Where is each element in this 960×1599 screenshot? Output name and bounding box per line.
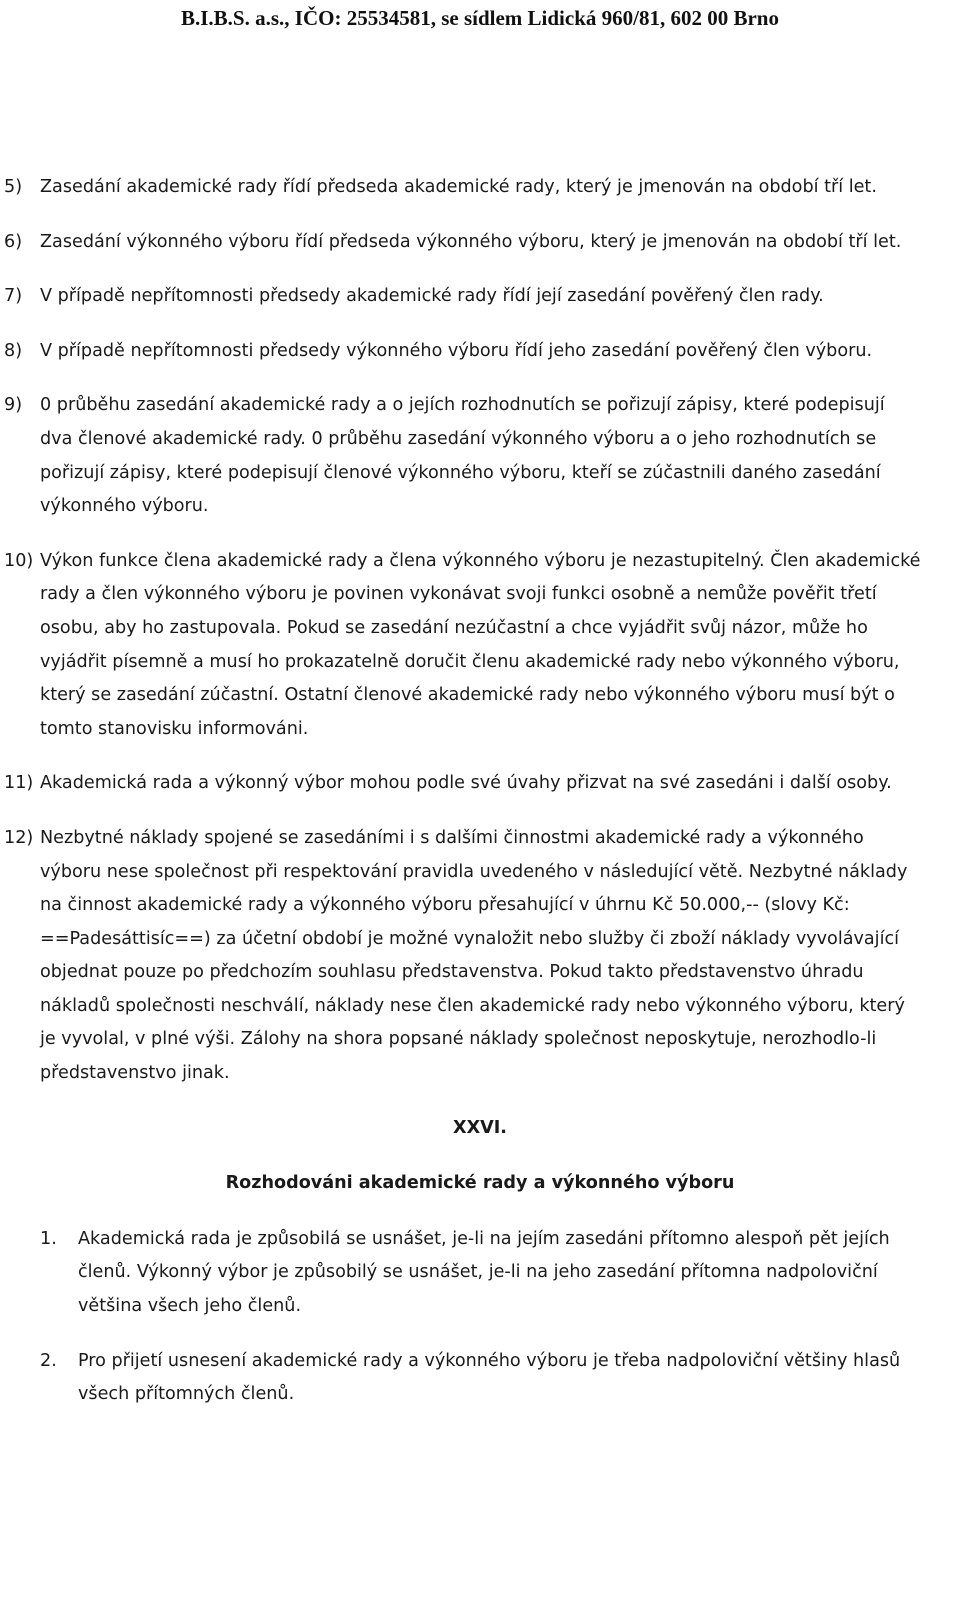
list-item-number: 8) xyxy=(4,340,23,361)
list-item-number: 12) xyxy=(4,827,34,848)
list-item-text: 0 průběhu zasedání akademické rady a o jejích rozhodnutích se pořizují zápisy, které podepisují dva členové akademické rady. 0 průběhu zasedání výkonného výboru a o jeho rozhodnutích se pořizují zápisy, které podepisují členové výkonného výboru, kteří se zúčastnili daného zasedání výkonného výboru. xyxy=(40,395,885,517)
list-item-number: 6) xyxy=(4,231,23,252)
section-list-item-2 xyxy=(0,1345,960,1412)
section-list-item-1 xyxy=(0,1223,960,1324)
list-item-text: Výkon funkce člena akademické rady a člena výkonného výboru je nezastupitelný. Člen akademické rady a člen výkonného výboru je povinen vykonávat svoji funkci osobně a nemůže pověřit třetí osobu, aby ho zastupovala. Pokud se zasedání nezúčastní a chce vyjádřit svůj názor, může ho vyjádřit písemně a musí ho prokazatelně doručit členu akademické rady nebo výkonného výboru, který se zasedání zúčastní. Ostatní členové akademické rady nebo výkonného výboru musí být o tomto stanovisku informováni. xyxy=(40,550,921,739)
section-title: Rozhodováni akademické rady a výkonného výboru xyxy=(225,1173,735,1194)
list-item-text: Akademická rada je způsobilá se usnášet, je-li na jejím zasedáni přítomno alespoň pět jejích členů. Výkonný výbor je způsobilý se usnášet, je-li na jeho zasedání přítomna nadpoloviční většina všech jeho členů. xyxy=(78,1228,890,1317)
list-item-number: 5) xyxy=(4,177,23,197)
section-number: XXVI. xyxy=(453,1117,507,1138)
list-item-text: Pro přijetí usnesení akademické rady a výkonného výboru je třeba nadpoloviční většiny hlasů všech přítomných členů. xyxy=(78,1350,901,1405)
list-item-number: 2. xyxy=(40,1350,57,1371)
list-item-7 xyxy=(0,280,960,314)
list-item-number: 11) xyxy=(4,773,34,794)
list-item-number: 9) xyxy=(4,395,23,416)
list-item-8 xyxy=(0,335,960,369)
list-item-text: Akademická rada a výkonný výbor mohou podle své úvahy přizvat na své zasedáni i další osoby. xyxy=(40,773,892,794)
list-item-number: 1. xyxy=(40,1228,57,1249)
list-item-text: Zasedání akademické rady řídí předseda akademické rady, který je jmenován na období tří let. xyxy=(40,177,877,197)
list-item-text: V případě nepřítomnosti předsedy výkonného výboru řídí jeho zasedání pověřený člen výboru. xyxy=(40,340,873,361)
list-item-12 xyxy=(0,822,960,1091)
list-item-10 xyxy=(0,545,960,747)
list-item-text: Zasedání výkonného výboru řídí předseda výkonného výboru, který je jmenován na období tří let. xyxy=(40,231,902,252)
list-item-11 xyxy=(0,767,960,801)
list-item-9 xyxy=(0,389,960,523)
page-header: B.I.B.S. a.s., IČO: 25534581, se sídlem Lidická 960/81, 602 00 Brno xyxy=(181,6,779,30)
list-item-text: V případě nepřítomnosti předsedy akademické rady řídí její zasedání pověřený člen rady. xyxy=(40,286,824,307)
list-item-5 xyxy=(0,171,960,205)
list-item-number: 7) xyxy=(4,286,23,307)
document-body xyxy=(0,171,960,1433)
list-item-6 xyxy=(0,226,960,260)
list-item-text: Nezbytné náklady spojené se zasedáními i s dalšími činnostmi akademické rady a výkonného výboru nese společnost při respektování pravidla uvedeného v následující větě. Nezbytné náklady na činnost akademické rady a výkonného výboru přesahující v úhrnu Kč 50.000,-- (slovy Kč: ==Padesáttisíc==) za účetní období je možné vynaložit nebo služby či zboží náklady vyvolávající objednat pouze po předchozím souhlasu představenstva. Pokud takto představenstvo úhradu nákladů společnosti neschválí, náklady nese člen akademické rady nebo výkonného výboru, který je vyvolal, v plné výši. Zálohy na shora popsané náklady společnost neposkytuje, nerozhodlo-li představenstvo jinak. xyxy=(40,827,908,1084)
list-item-number: 10) xyxy=(4,550,34,571)
